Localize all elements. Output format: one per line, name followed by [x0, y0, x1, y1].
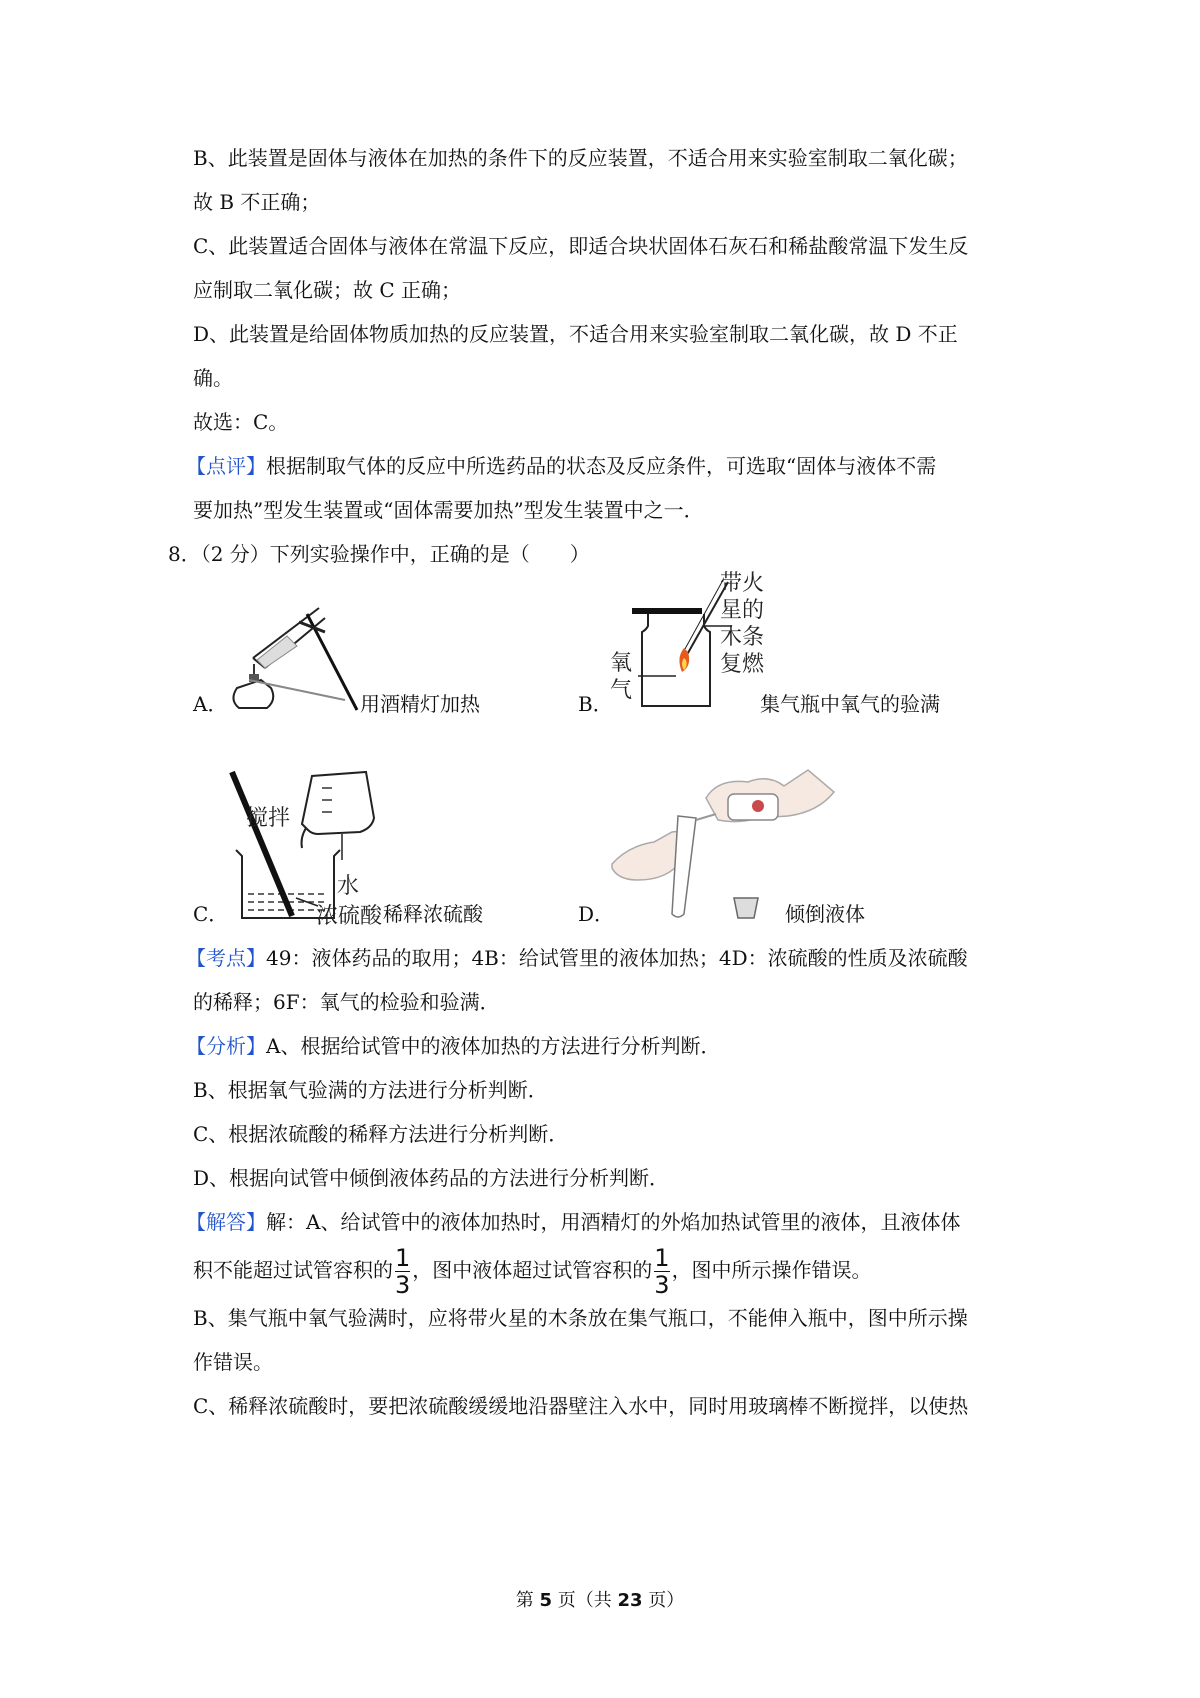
- option-d-letter: D．: [578, 902, 615, 926]
- fraction-denominator: 3: [654, 1271, 670, 1299]
- text-fragment: 积不能超过试管容积的: [193, 1258, 393, 1282]
- fraction-denominator: 3: [395, 1271, 411, 1299]
- text-line: C、此装置适合固体与液体在常温下反应，即适合块状固体石灰石和稀盐酸常温下发生反: [193, 234, 969, 258]
- review-line: 【点评】根据制取气体的反应中所选药品的状态及反应条件，可选取“固体与液体不需: [186, 454, 937, 478]
- question-title: 8．（2 分）下列实验操作中，正确的是（ ）: [168, 542, 590, 566]
- fraction-one-third: [395, 1244, 411, 1299]
- text-line: 作错误。: [193, 1350, 273, 1374]
- text-fragment: ，图中液体超过试管容积的: [412, 1258, 653, 1282]
- option-a-letter: A．: [193, 692, 228, 716]
- kaodian-line: 【考点】49：液体药品的取用；4B：给试管里的液体加热；4D：浓硫酸的性质及浓硫酸: [186, 946, 968, 970]
- page-number: 5: [539, 1590, 552, 1611]
- fraction-line: [193, 1244, 872, 1299]
- fenxi-tag: 分析: [206, 1034, 246, 1058]
- text-line: 要加热”型发生装置或“固体需要加热”型发生装置中之一．: [193, 498, 704, 522]
- fraction-numerator: 1: [395, 1244, 411, 1272]
- text-line: 应制取二氧化碳；故 C 正确；: [193, 278, 462, 302]
- fraction-numerator: 1: [654, 1244, 670, 1272]
- text-line: D、根据向试管中倾倒液体药品的方法进行分析判断．: [193, 1166, 670, 1190]
- text-fragment: ，图中所示操作错误。: [671, 1258, 872, 1282]
- text-line: D、此装置是给固体物质加热的反应装置，不适合用来实验室制取二氧化碳，故 D 不正: [193, 322, 958, 346]
- text-line: C、根据浓硫酸的稀释方法进行分析判断．: [193, 1122, 569, 1146]
- text-line: C、稀释浓硫酸时，要把浓硫酸缓缓地沿器壁注入水中，同时用玻璃棒不断搅拌，以使热: [193, 1394, 969, 1418]
- fig-b-label: 带火: [720, 571, 765, 596]
- option-c-caption: 稀释浓硫酸: [383, 902, 483, 926]
- fig-c-acid-label: 浓硫酸: [316, 904, 383, 929]
- text-line: B、根据氧气验满的方法进行分析判断．: [193, 1078, 548, 1102]
- option-a-caption: 用酒精灯加热: [360, 692, 480, 716]
- kaodian-text: 49：液体药品的取用；4B：给试管里的液体加热；4D：浓硫酸的性质及浓硫酸: [266, 946, 968, 970]
- option-c-letter: C．: [193, 902, 229, 926]
- fig-b-left-labels: [610, 650, 632, 704]
- jieda-text: 解：A、给试管中的液体加热时，用酒精灯的外焰加热试管里的液体，且液体体: [266, 1210, 961, 1234]
- text-line: B、此装置是固体与液体在加热的条件下的反应装置，不适合用来实验室制取二氧化碳；: [193, 146, 968, 170]
- text-line: 故选：C。: [193, 410, 289, 434]
- text-line: 的稀释；6F：氧气的检验和验满．: [193, 990, 500, 1014]
- fig-c-water-label: 水: [337, 874, 360, 899]
- footer-text: 页）: [642, 1590, 685, 1611]
- option-b-letter: B．: [578, 692, 613, 716]
- page-total: 23: [617, 1590, 643, 1611]
- fig-b-label: 星的: [720, 598, 765, 623]
- fig-b-label: 氧: [610, 651, 633, 676]
- footer-text: 第: [515, 1590, 540, 1611]
- fenxi-text: A、根据给试管中的液体加热的方法进行分析判断．: [266, 1034, 721, 1058]
- fig-b-label: 气: [610, 678, 633, 703]
- fig-b-label: 木条: [720, 625, 765, 650]
- review-tag: 点评: [206, 454, 246, 478]
- jieda-tag: 解答: [206, 1210, 246, 1234]
- alcohol-lamp-heating-figure: [225, 600, 365, 715]
- footer-text: 页（共: [552, 1590, 618, 1611]
- fenxi-line: 【分析】A、根据给试管中的液体加热的方法进行分析判断．: [186, 1034, 721, 1058]
- kaodian-tag: 考点: [206, 946, 246, 970]
- text-line: B、集气瓶中氧气验满时，应将带火星的木条放在集气瓶口，不能伸入瓶中，图中所示操: [193, 1306, 968, 1330]
- option-d-caption: 倾倒液体: [785, 902, 865, 926]
- jieda-line: 【解答】解：A、给试管中的液体加热时，用酒精灯的外焰加热试管里的液体，且液体体: [186, 1210, 961, 1234]
- page-footer: [0, 1586, 1200, 1612]
- text-line: 确。: [193, 366, 233, 390]
- fig-c-stir-label: 搅拌: [246, 806, 291, 831]
- option-b-caption: 集气瓶中氧气的验满: [760, 692, 940, 716]
- review-text: 根据制取气体的反应中所选药品的状态及反应条件，可选取“固体与液体不需: [266, 454, 937, 478]
- fraction-one-third: [654, 1244, 670, 1299]
- fig-b-label: 复燃: [720, 652, 765, 677]
- fig-b-right-labels: [720, 570, 764, 678]
- text-line: 故 B 不正确；: [193, 190, 321, 214]
